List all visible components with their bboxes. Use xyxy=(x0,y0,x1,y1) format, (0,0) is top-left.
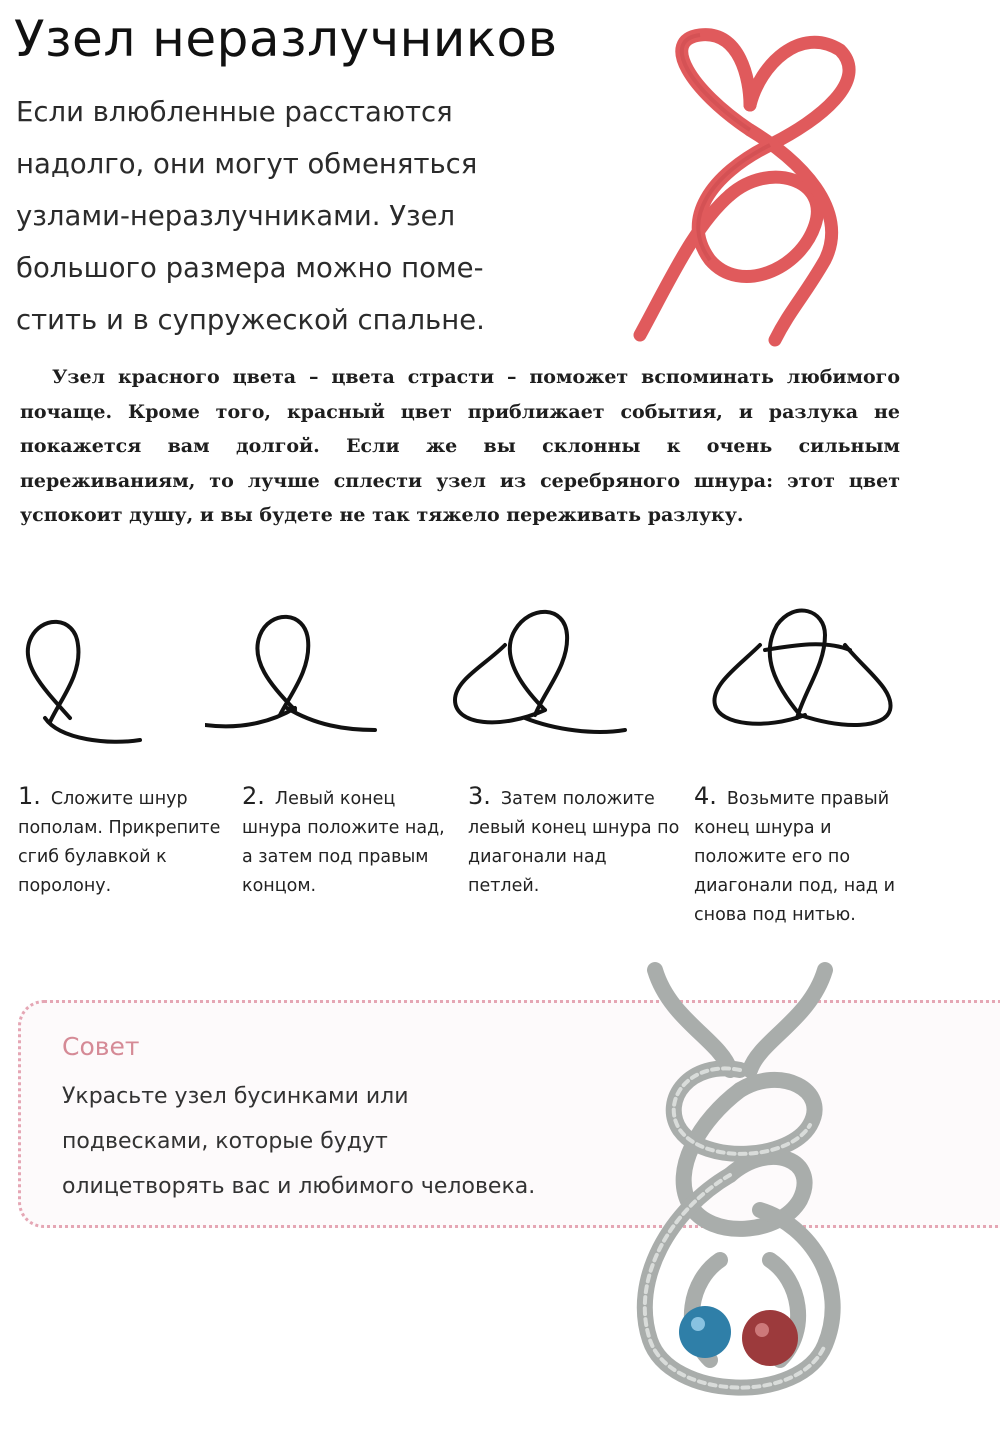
body-paragraph: Узел красного цвета – цвета страсти – поможет вспоминать любимого почаще. Кроме того, красный цвет приближает события, и разлука не покажется вам долгой. Если же вы склонны к очень сильным переживаниям, то лучше сплести узел из серебряного шнура: этот цвет успокоит душу, и вы будете не так тяжело переживать разлуку. xyxy=(20,366,900,526)
page-title: Узел неразлучников xyxy=(14,10,558,68)
step-2 xyxy=(242,782,457,901)
step-number: 2. xyxy=(242,782,265,810)
blue-bead xyxy=(679,1306,731,1358)
tip-text: Украсьте узел бусинками или подвесками, которые будут олицетворять вас и любимого человека. xyxy=(62,1084,536,1199)
step-text: Возьмите правый конец шнура и положите его по диагонали под, над и снова под нитью. xyxy=(694,789,895,925)
step-3 xyxy=(468,782,683,901)
step-number: 4. xyxy=(694,782,717,810)
step-text: Сложите шнур пополам. Прикрепите сгиб булавкой к поролону. xyxy=(18,789,221,896)
step-1 xyxy=(18,782,233,901)
intro-line: узлами-неразлучниками. Узел xyxy=(16,200,456,232)
step-text: Затем положите левый конец шнура по диагонали над петлей. xyxy=(468,789,680,896)
tip-heading: Совет xyxy=(62,1032,140,1061)
step-number: 3. xyxy=(468,782,491,810)
intro-paragraph xyxy=(16,86,576,346)
step-number: 1. xyxy=(18,782,41,810)
intro-line: большого размера можно поме- xyxy=(16,252,484,284)
step-4-diagram xyxy=(705,590,905,760)
intro-line: надолго, они могут обменяться xyxy=(16,148,478,180)
red-heart-knot-image xyxy=(600,10,890,350)
step-text: Левый конец шнура положите над, а затем под правым концом. xyxy=(242,789,445,896)
intro-line: Если влюбленные расстаются xyxy=(16,96,453,128)
intro-line: стить и в супружеской спальне. xyxy=(16,304,485,336)
red-bead xyxy=(742,1310,798,1366)
silver-rope-knot-image xyxy=(610,960,880,1430)
step-2-diagram xyxy=(205,590,405,760)
step-3-diagram xyxy=(445,590,645,760)
step-1-diagram xyxy=(20,590,220,760)
step-4 xyxy=(694,782,909,930)
